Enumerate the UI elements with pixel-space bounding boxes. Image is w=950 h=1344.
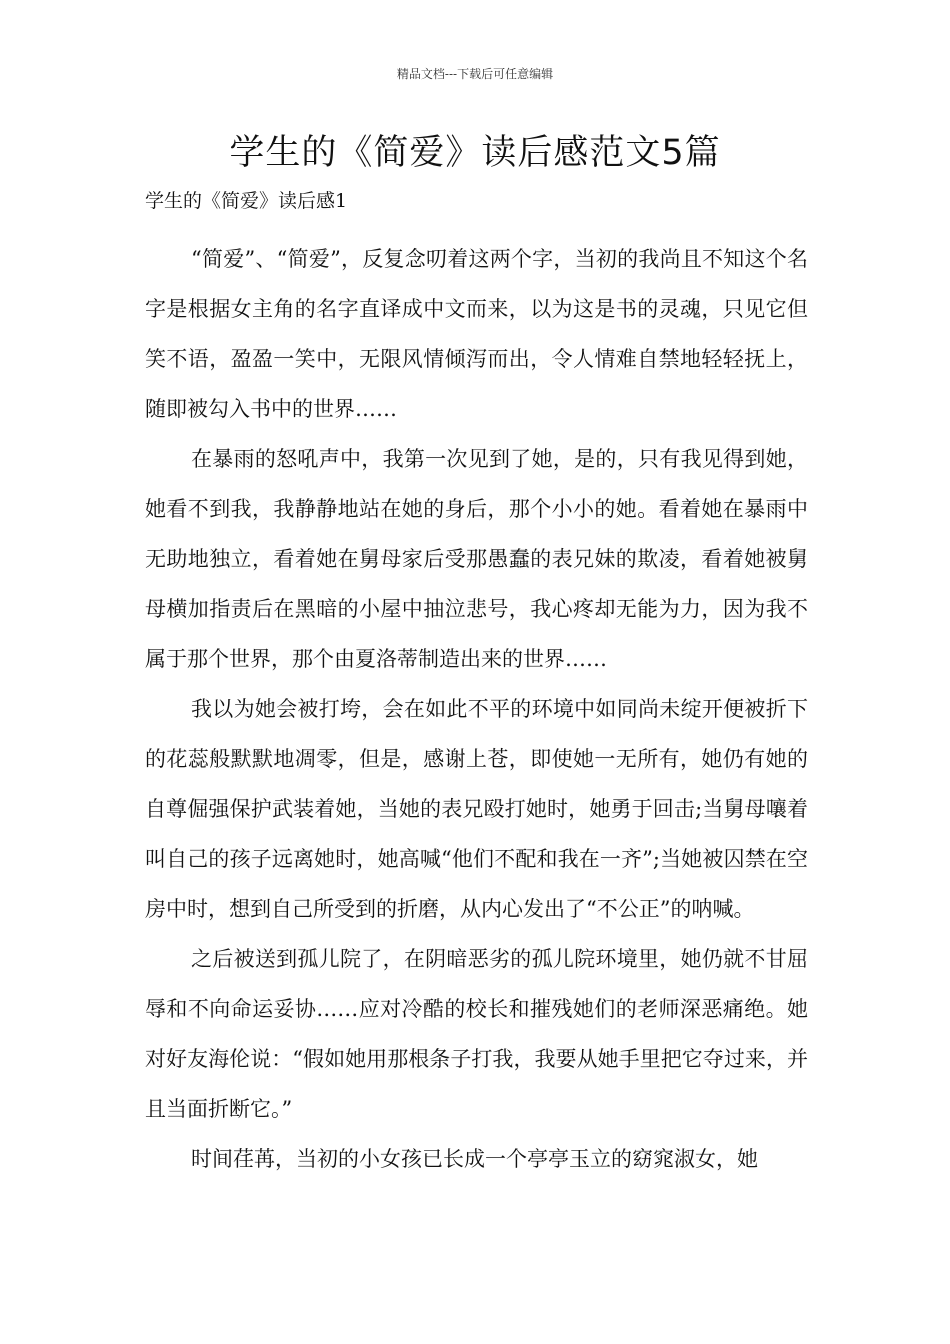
paragraph-5: 时间荏苒，当初的小女孩已长成一个亭亭玉立的窈窕淑女，她 [191, 1147, 758, 1171]
page-header: 精品文档---下载后可任意编辑 [396, 67, 554, 81]
document-body [145, 234, 808, 1184]
document-title: 学生的《简爱》读后感范文5篇 [229, 133, 721, 173]
paragraph-1: “简爱”、“简爱”，反复念叨着这两个字，当初的我尚且不知这个名字是根据女主角的名字直译成中文而来，以为这是书的灵魂，只见它但笑不语，盈盈一笑中，无限风情倾泻而出，令人情难自禁地轻轻抚上，随即被勾入书中的世界…… [145, 247, 808, 421]
section-heading: 学生的《简爱》读后感1 [145, 190, 348, 212]
paragraph-2: 在暴雨的怒吼声中，我第一次见到了她，是的，只有我见得到她，她看不到我，我静静地站在她的身后，那个小小的她。看着她在暴雨中无助地独立，看着她在舅母家后受那愚蠢的表兄妹的欺凌，看着她被舅母横加指责后在黑暗的小屋中抽泣悲号，我心疼却无能为力，因为我不属于那个世界，那个由夏洛蒂制造出来的世界…… [145, 447, 808, 671]
paragraph-4: 之后被送到孤儿院了，在阴暗恶劣的孤儿院环境里，她仍就不甘屈辱和不向命运妥协……应对冷酷的校长和摧残她们的老师深恶痛绝。她对好友海伦说：“假如她用那根条子打我，我要从她手里把它夺过来，并且当面折断它。” [145, 947, 808, 1121]
paragraph-3: 我以为她会被打垮，会在如此不平的环境中如同尚未绽开便被折下的花蕊般默默地凋零，但是，感谢上苍，即使她一无所有，她仍有她的自尊倔强保护武装着她，当她的表兄殴打她时，她勇于回击;当舅母嚷着叫自己的孩子远离她时，她高喊“他们不配和我在一齐”;当她被囚禁在空房中时，想到自己所受到的折磨，从内心发出了“不公正”的呐喊。 [145, 697, 808, 921]
